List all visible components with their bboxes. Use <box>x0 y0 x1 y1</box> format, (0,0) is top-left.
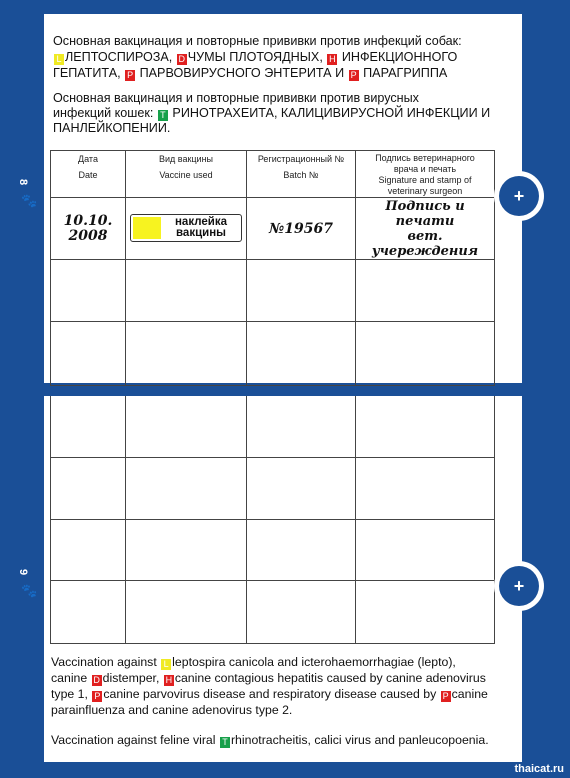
badge-p: P <box>94 691 101 701</box>
cat-diseases-line-1 <box>53 106 490 121</box>
badge-p: P <box>350 70 357 80</box>
en-cat-line: Vaccination against feline viral T rhinotracheitis, calici virus and panleucopoenia. <box>51 733 489 747</box>
table-row <box>51 580 495 643</box>
vaccine-sticker <box>130 214 242 242</box>
cat-diseases-prefix: инфекций кошек: <box>53 106 154 120</box>
table-header-row <box>51 151 495 198</box>
en-dog-line-1: Vaccination against L leptospira canicola and icterohaemorrhagiae (lepto), <box>51 655 456 669</box>
header-signature: Подпись ветеринарного врача и печать Signature and stamp of veterinary surgeon <box>356 151 495 198</box>
table-row <box>51 260 495 322</box>
badge-p: P <box>442 691 449 701</box>
disease-text: ПАРВОВИРУСНОГО ЭНТЕРИТА И <box>136 66 348 80</box>
vaccination-table-bottom <box>50 396 495 644</box>
badge-h: H <box>165 675 173 685</box>
watermark: thaicat.ru <box>514 763 564 775</box>
dog-diseases-line-2 <box>53 66 447 81</box>
disease-text: ИНФЕКЦИОННОГО <box>338 50 458 64</box>
sticker-yellow-patch <box>133 217 161 239</box>
table-row <box>51 396 495 457</box>
paw-icon: 🐾 <box>21 193 38 208</box>
badge-t: T <box>158 110 168 121</box>
dog-diseases-line-1 <box>53 50 457 65</box>
table-row <box>51 519 495 580</box>
badge-d: D <box>178 54 186 64</box>
disease-text: ЛЕПТОСПИРОЗА, <box>65 50 176 64</box>
cell-vaccine <box>126 198 247 260</box>
vet-cross-icon: + <box>494 171 544 221</box>
dog-vaccination-heading: Основная вакцинация и повторные прививки против инфекций собак: <box>53 34 462 48</box>
header-batch: Регистрационный № Batch № <box>247 151 356 198</box>
cat-diseases-line-2: ПАНЛЕЙКОПЕНИИ. <box>53 121 171 135</box>
badge-p: P <box>127 70 134 80</box>
badge-h: H <box>329 54 336 64</box>
vaccination-page-top <box>44 14 522 383</box>
table-row <box>51 457 495 519</box>
cell-batch: №19567 <box>247 198 356 260</box>
en-dog-line-3: type 1, P canine parvovirus disease and respiratory disease caused by P canine <box>51 687 488 701</box>
page-number-8: 8 <box>17 178 30 186</box>
header-vaccine: Вид вакцины Vaccine used <box>126 151 247 198</box>
badge-d: D <box>93 675 100 685</box>
cell-signature: Подпись и печати вет. учереждения <box>356 198 495 260</box>
sticker-label: наклейка вакцины <box>174 215 227 239</box>
badge-t: T <box>220 737 230 748</box>
cat-vaccination-heading: Основная вакцинация и повторные прививки против вирусных <box>53 91 419 105</box>
badge-l: L <box>54 54 64 65</box>
disease-text: ГЕПАТИТА, <box>53 66 125 80</box>
vet-cross-icon: + <box>494 561 544 611</box>
en-dog-line-2: canine D distemper, H canine contagious hepatitis caused by canine adenovirus <box>51 671 486 685</box>
vaccination-page-bottom <box>44 396 522 762</box>
en-dog-line-4: parainfluenza and canine adenovirus type 2. <box>51 703 293 717</box>
cat-diseases-text: РИНОТРАХЕИТА, КАЛИЦИВИРУСНОЙ ИНФЕКЦИИ И <box>168 106 491 120</box>
badge-l: L <box>161 659 171 670</box>
disease-text: ПАРАГРИППА <box>359 66 448 80</box>
page-number-9: 9 <box>17 568 30 576</box>
table-row <box>51 198 495 260</box>
cell-date: 10.10. 2008 <box>51 198 126 260</box>
vaccination-table-top <box>50 150 495 386</box>
header-date: Дата Date <box>51 151 126 198</box>
disease-text: ЧУМЫ ПЛОТОЯДНЫХ, <box>187 50 327 64</box>
paw-icon: 🐾 <box>21 583 38 598</box>
table-row <box>51 322 495 386</box>
